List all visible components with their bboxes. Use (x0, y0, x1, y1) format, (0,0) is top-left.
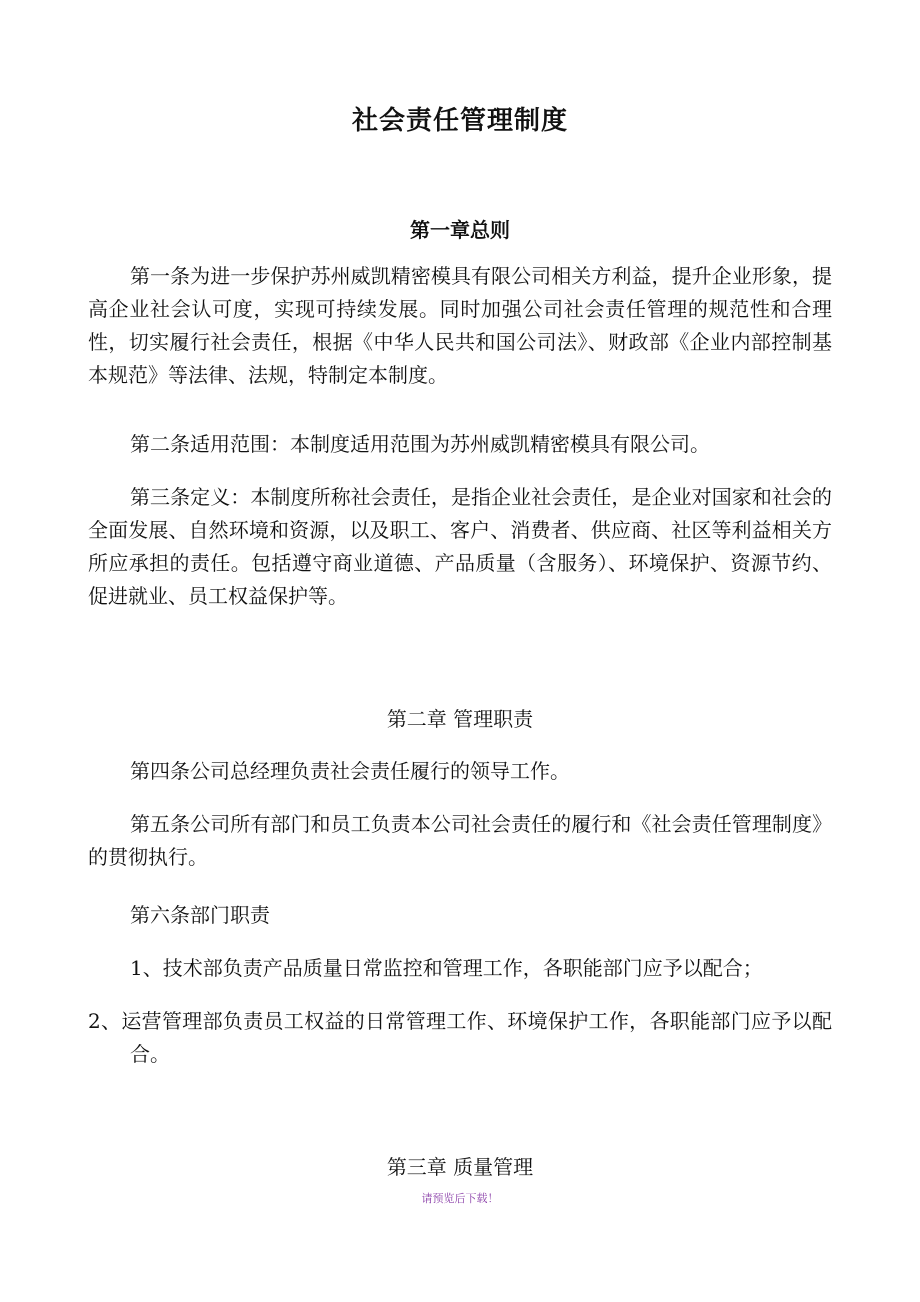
article-4: 第四条公司总经理负责社会责任履行的领导工作。 (130, 759, 570, 783)
article-5: 第五条公司所有部门和员工负责本公司社会责任的履行和《社会责任管理制度》的贯彻执行。 (88, 812, 832, 869)
document-title: 社会责任管理制度 (351, 106, 568, 136)
list-item-1: 1、技术部负责产品质量日常监控和管理工作，各职能部门应予以配合； (130, 956, 763, 980)
list-item-2: 2、运营管理部负责员工权益的日常管理工作、环境保护工作，各职能部门应予以配合。 (88, 1009, 832, 1066)
article-2: 第二条适用范围：本制度适用范围为苏州威凯精密模具有限公司。 (130, 432, 710, 456)
chapter-3-heading: 第三章 质量管理 (386, 1155, 534, 1179)
chapter-1-heading: 第一章总则 (410, 218, 510, 242)
chapter-2-heading: 第二章 管理职责 (386, 707, 534, 731)
article-3: 第三条定义：本制度所称社会责任，是指企业社会责任，是企业对国家和社会的全面发展、自然环境和资源，以及职工、客户、消费者、供应商、社区等利益相关方所应承担的责任。包括遵守商业道德、产品质量（含服务）、环境保护、资源节约、促进就业、员工权益保护等。 (88, 485, 832, 608)
article-6: 第六条部门职责 (130, 903, 270, 927)
footer-note: 请预览后下载！ (421, 1192, 499, 1205)
article-1: 第一条为进一步保护苏州威凯精密模具有限公司相关方利益，提升企业形象，提高企业社会认可度，实现可持续发展。同时加强公司社会责任管理的规范性和合理性，切实履行社会责任，根据《中华人民共和国公司法》、财政部《企业内部控制基本规范》等法律、法规，特制定本制度。 (88, 264, 832, 387)
